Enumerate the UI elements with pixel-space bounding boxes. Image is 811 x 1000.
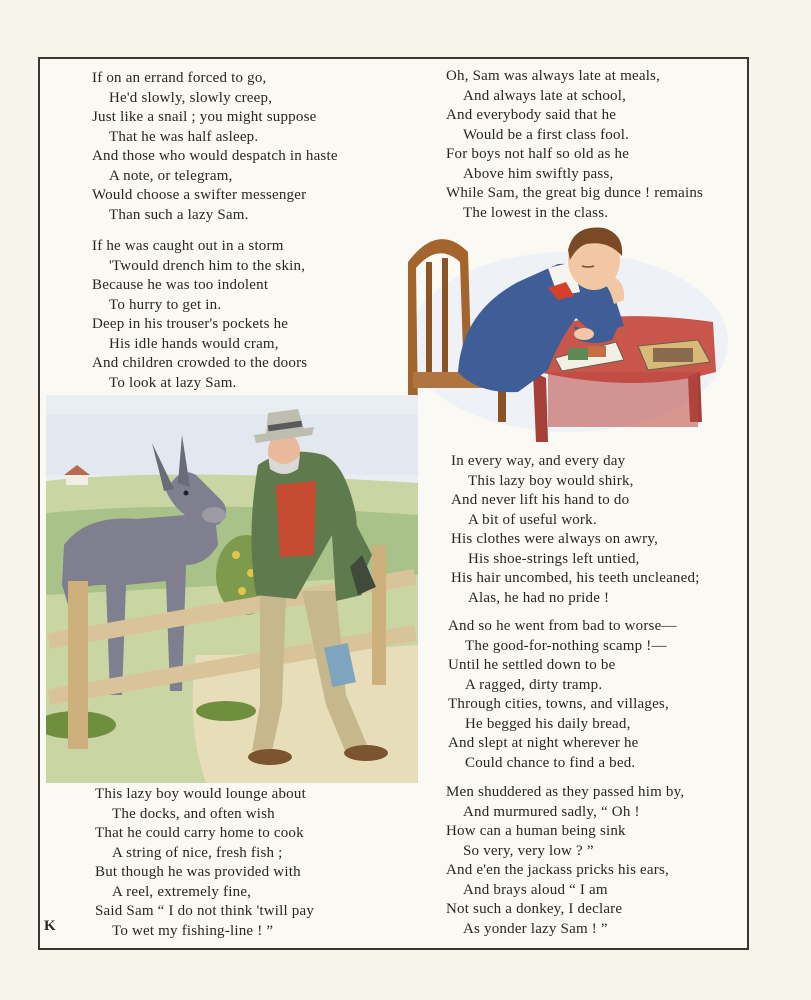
poem-line: A ragged, dirty tramp.: [465, 676, 603, 693]
poem-line: Because he was too indolent: [92, 277, 269, 293]
poem-line: And never lift his hand to do: [451, 492, 630, 508]
poem-line: The good-for-nothing scamp !—: [465, 637, 667, 654]
poem-line: Men shuddered as they passed him by,: [446, 784, 685, 800]
poem-line: And so he went from bad to worse—: [448, 618, 677, 634]
poem-line: But though he was provided with: [95, 864, 301, 880]
poem-line: This lazy boy would lounge about: [95, 786, 306, 802]
poem-line: He begged his daily bread,: [465, 715, 631, 732]
stanza-shuddered: [446, 783, 684, 939]
poem-line: The docks, and often wish: [112, 805, 275, 822]
poem-line: That he was half asleep.: [109, 128, 259, 145]
poem-line: This lazy boy would shirk,: [468, 472, 634, 489]
poem-line: His clothes were always on awry,: [451, 531, 659, 547]
poem-line: As yonder lazy Sam ! ”: [463, 920, 608, 937]
poem-line: And those who would despatch in haste: [92, 148, 338, 164]
poem-line: Would be a first class fool.: [463, 126, 630, 143]
poem-line: In every way, and every day: [451, 453, 626, 469]
poem-line: And brays aloud “ I am: [463, 881, 608, 898]
poem-line: Above him swiftly pass,: [463, 165, 614, 182]
poem-line: Would choose a swifter messenger: [92, 187, 307, 203]
illustrator-monogram: K: [44, 918, 56, 934]
poem-line: If he was caught out in a storm: [92, 238, 284, 254]
poem-line: His hair uncombed, his teeth uncleaned;: [451, 570, 700, 586]
poem-line: 'Twould drench him to the skin,: [109, 257, 306, 274]
poem-line: If on an errand forced to go,: [92, 70, 267, 86]
poem-line: Not such a donkey, I declare: [446, 901, 623, 917]
poem-line: His idle hands would cram,: [109, 335, 279, 352]
poem-line: That he could carry home to cook: [95, 825, 304, 841]
poem-line: So very, very low ? ”: [463, 842, 594, 859]
poem-line: His shoe-strings left untied,: [468, 550, 640, 567]
poem-line: While Sam, the great big dunce ! remains: [446, 185, 704, 201]
poem-line: And slept at night wherever he: [448, 735, 639, 751]
poem-line: A note, or telegram,: [109, 167, 233, 184]
poem-line: And everybody said that he: [446, 107, 617, 123]
poem-line: Until he settled down to be: [448, 657, 616, 673]
poem-line: Just like a snail ; you might suppose: [92, 109, 317, 125]
poem-line: A reel, extremely fine,: [112, 883, 252, 900]
poem-line: Could chance to find a bed.: [465, 754, 636, 771]
poem-line: And murmured sadly, “ Oh !: [463, 803, 640, 820]
stanza-late: [446, 67, 703, 223]
poem-line: How can a human being sink: [446, 823, 626, 839]
poem-line: Alas, he had no pride !: [468, 589, 610, 606]
poem-line: And e'en the jackass pricks his ears,: [446, 862, 669, 878]
poem-line: Deep in his trouser's pockets he: [92, 316, 289, 332]
stanza-storm: [92, 237, 307, 393]
poem-line: The lowest in the class.: [463, 204, 609, 221]
poem-line: To look at lazy Sam.: [109, 374, 237, 391]
poem-line: To wet my fishing-line ! ”: [112, 922, 274, 939]
stanza-errand: [92, 69, 338, 225]
stanza-docks: [95, 785, 314, 941]
poem-line: He'd slowly, slowly creep,: [109, 89, 273, 106]
poem-line: Oh, Sam was always late at meals,: [446, 68, 661, 84]
poem-line: Through cities, towns, and villages,: [448, 696, 669, 712]
poem-line: A bit of useful work.: [468, 511, 597, 528]
poem-line: And children crowded to the doors: [92, 355, 308, 371]
tramp-and-donkey-illustration: [46, 395, 418, 783]
poem-line: A string of nice, fresh fish ;: [112, 844, 283, 861]
poem-line: And always late at school,: [463, 87, 627, 104]
stanza-bad-to-worse: [448, 617, 677, 773]
stanza-every-day: [451, 452, 700, 608]
poem-line: Said Sam “ I do not think 'twill pay: [95, 903, 315, 919]
poem-line: To hurry to get in.: [109, 296, 222, 313]
poem-line: Than such a lazy Sam.: [109, 206, 249, 223]
sleeping-boy-illustration: [398, 222, 728, 444]
poem-line: For boys not half so old as he: [446, 146, 630, 162]
